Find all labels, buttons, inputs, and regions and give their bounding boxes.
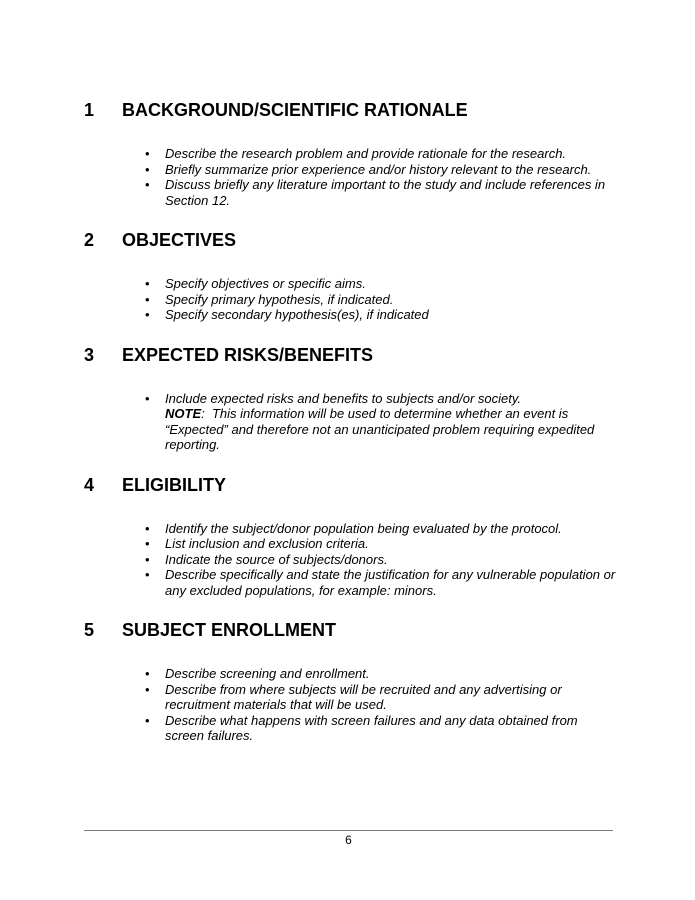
list-item: [145, 536, 695, 552]
list-item: [145, 552, 695, 568]
section-heading: [84, 100, 695, 120]
section-title: BACKGROUND/SCIENTIFIC RATIONALE: [122, 100, 468, 120]
note-line: [165, 406, 617, 453]
bullet-marker: •: [145, 681, 150, 697]
bullet-marker: •: [145, 551, 150, 567]
bullet-marker: •: [145, 390, 150, 406]
bullet-text-with-note: [165, 391, 617, 453]
section-number: 5: [84, 620, 95, 640]
bullet-text: Describe what happens with screen failures and any data obtained from screen failures.: [165, 712, 578, 743]
section-heading: [84, 620, 695, 640]
bullet-list: [145, 521, 695, 599]
section-title: EXPECTED RISKS/BENEFITS: [122, 344, 374, 365]
footer-divider: [84, 830, 613, 831]
note-label: NOTE: [165, 406, 202, 421]
bullet-marker: •: [145, 146, 150, 161]
page-footer: [84, 830, 613, 847]
bullet-marker: •: [145, 520, 150, 536]
bullet-list: [145, 666, 695, 744]
bullet-list: [145, 276, 695, 323]
bullet-list: [145, 146, 695, 208]
bullet-text: Identify the subject/donor population being evaluated by the protocol.: [165, 520, 562, 536]
list-item: [145, 146, 695, 162]
list-item: [145, 713, 695, 744]
bullet-marker: •: [145, 536, 150, 551]
bullet-marker: •: [145, 307, 150, 322]
list-item: [145, 177, 695, 208]
section-title: ELIGIBILITY: [122, 474, 227, 495]
bullet-text: Describe screening and enrollment.: [165, 666, 370, 681]
bullet-text: Describe specifically and state the justification for any vulnerable population or any excluded populations, for example: minors.: [165, 567, 616, 598]
list-item: [145, 307, 695, 323]
list-item: [145, 162, 695, 178]
section-eligibility: [84, 475, 695, 599]
section-number: 1: [84, 100, 95, 120]
bullet-text: List inclusion and exclusion criteria.: [165, 536, 369, 551]
note-text: : This information will be used to determine whether an event is “Expected” and therefore not an unanticipated problem requiring expedited reporting.: [165, 406, 598, 452]
section-expected-risks-benefits: [84, 345, 695, 453]
bullet-marker: •: [145, 712, 150, 728]
bullet-text: Specify objectives or specific aims.: [165, 276, 366, 291]
bullet-text: Describe from where subjects will be recruited and any advertising or recruitment materials that will be used.: [165, 681, 562, 712]
bullet-text: Include expected risks and benefits to subjects and/or society.: [165, 390, 522, 406]
bullet-marker: •: [145, 276, 150, 291]
bullet-list: [145, 391, 695, 453]
list-item: [145, 567, 695, 598]
bullet-text: Briefly summarize prior experience and/or history relevant to the research.: [165, 161, 592, 177]
bullet-marker: •: [145, 666, 150, 681]
list-item: [145, 682, 695, 713]
list-item: [145, 521, 695, 537]
list-item: [145, 666, 695, 682]
section-heading: [84, 475, 695, 495]
bullet-marker: •: [145, 177, 150, 192]
bullet-marker: •: [145, 161, 150, 177]
section-title: OBJECTIVES: [122, 230, 237, 250]
bullet-text: Describe the research problem and provide rationale for the research.: [165, 146, 567, 161]
list-item: [145, 391, 695, 453]
section-heading: [84, 230, 695, 250]
bullet-text: Specify secondary hypothesis(es), if indicated: [165, 307, 429, 322]
page-number: 6: [345, 833, 352, 847]
section-number: 2: [84, 230, 95, 250]
section-subject-enrollment: [84, 620, 695, 744]
section-title: SUBJECT ENROLLMENT: [122, 620, 337, 640]
section-objectives: [84, 230, 695, 323]
section-number: 3: [84, 344, 95, 365]
bullet-text: Specify primary hypothesis, if indicated.: [165, 291, 394, 307]
section-number: 4: [84, 474, 95, 495]
bullet-marker: •: [145, 567, 150, 582]
section-background-rationale: [84, 100, 695, 208]
bullet-marker: •: [145, 291, 150, 307]
list-item: [145, 292, 695, 308]
bullet-text: Discuss briefly any literature important to the study and include references in Section 12.: [165, 177, 606, 208]
bullet-text: Indicate the source of subjects/donors.: [165, 551, 388, 567]
section-heading: [84, 345, 695, 365]
list-item: [145, 276, 695, 292]
